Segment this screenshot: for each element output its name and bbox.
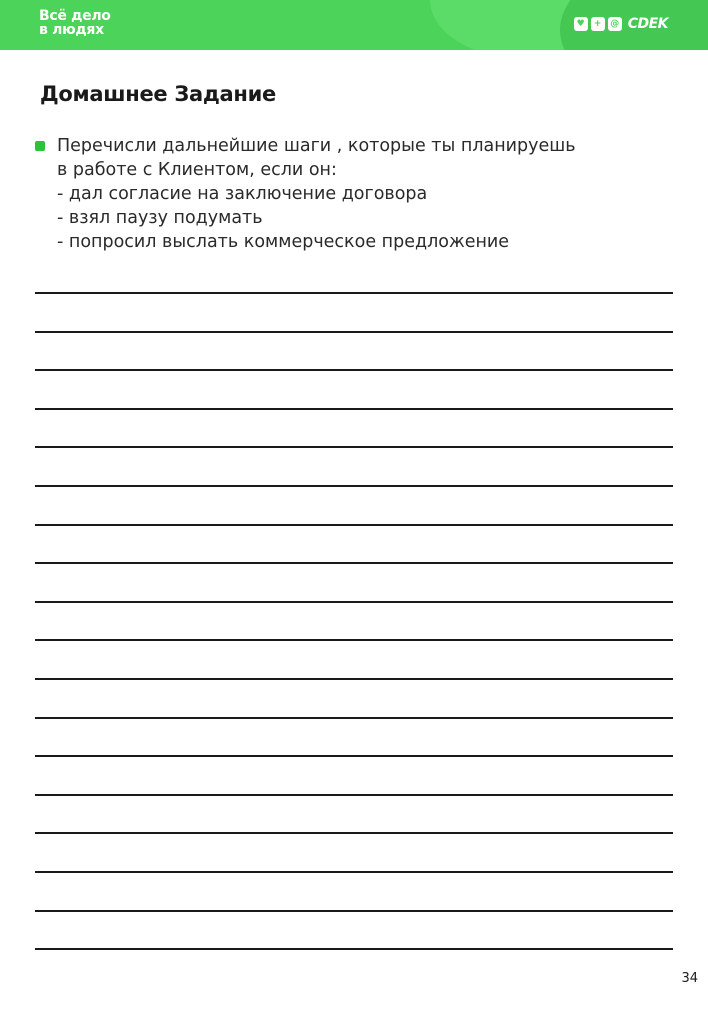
bullet-icon: [35, 141, 45, 151]
slogan: [39, 9, 111, 37]
at-icon: @: [608, 17, 622, 31]
answer-line: [35, 331, 673, 333]
answer-line: [35, 639, 673, 641]
cdek-logo: CDEK: [627, 16, 668, 32]
task-line: - взял паузу подумать: [57, 208, 263, 228]
answer-line: [35, 292, 673, 294]
answer-line: [35, 871, 673, 873]
task-text: [57, 134, 576, 254]
task-line: Перечисли дальнейшие шаги , которые ты планируешь: [57, 136, 576, 156]
page-title: Домашнее Задание: [40, 82, 276, 106]
brand: [574, 16, 668, 32]
answer-line: [35, 832, 673, 834]
task-line: - дал согласие на заключение договора: [57, 184, 428, 204]
page-number: 34: [681, 971, 698, 986]
answer-line: [35, 794, 673, 796]
header-band: [0, 0, 708, 50]
task-line: в работе с Клиентом, если он:: [57, 160, 337, 180]
answer-line: [35, 910, 673, 912]
slogan-line-1: Всё дело: [39, 8, 111, 24]
answer-line: [35, 446, 673, 448]
answer-line: [35, 601, 673, 603]
answer-line: [35, 369, 673, 371]
answer-line: [35, 755, 673, 757]
plus-icon: +: [591, 17, 605, 31]
answer-line: [35, 948, 673, 950]
task-line: - попросил выслать коммерческое предложение: [57, 232, 510, 252]
slogan-line-2: в людях: [39, 22, 104, 38]
answer-line: [35, 524, 673, 526]
answer-line: [35, 408, 673, 410]
heart-icon: ♥: [574, 17, 588, 31]
answer-line: [35, 678, 673, 680]
answer-line: [35, 562, 673, 564]
answer-line: [35, 485, 673, 487]
answer-line: [35, 717, 673, 719]
